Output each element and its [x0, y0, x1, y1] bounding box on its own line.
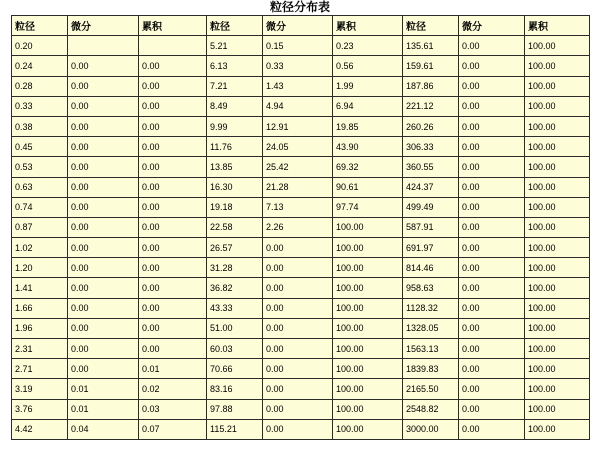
table-cell: 0.00	[263, 298, 333, 318]
table-row	[12, 318, 590, 338]
table-cell: 0.00	[263, 238, 333, 258]
table-cell: 3.19	[12, 379, 68, 399]
table-cell: 0.00	[139, 339, 207, 359]
table-cell: 100.00	[525, 177, 590, 197]
table-cell: 7.13	[263, 197, 333, 217]
table-cell: 0.20	[12, 36, 68, 56]
table-cell: 31.28	[207, 258, 263, 278]
table-cell: 0.56	[333, 56, 403, 76]
table-cell: 587.91	[403, 217, 459, 237]
table-cell: 11.76	[207, 137, 263, 157]
table-cell: 2548.82	[403, 399, 459, 419]
header-row	[12, 16, 590, 36]
table-cell: 135.61	[403, 36, 459, 56]
header-cell: 粒径	[403, 16, 459, 36]
table-cell: 19.85	[333, 116, 403, 136]
table-cell: 1328.05	[403, 318, 459, 338]
table-cell: 0.00	[139, 157, 207, 177]
table-cell: 0.00	[139, 197, 207, 217]
table-cell: 0.00	[139, 96, 207, 116]
table-cell: 43.90	[333, 137, 403, 157]
table-cell: 100.00	[525, 116, 590, 136]
table-cell: 958.63	[403, 278, 459, 298]
table-cell: 1.96	[12, 318, 68, 338]
table-cell: 100.00	[333, 278, 403, 298]
header-cell: 微分	[263, 16, 333, 36]
table-cell: 0.74	[12, 197, 68, 217]
table-cell: 22.58	[207, 217, 263, 237]
table-cell: 24.05	[263, 137, 333, 157]
table-cell: 0.00	[139, 137, 207, 157]
table-cell: 0.01	[139, 359, 207, 379]
table-cell: 0.87	[12, 217, 68, 237]
table-cell: 0.00	[68, 339, 139, 359]
header-cell: 累积	[525, 16, 590, 36]
table-row	[12, 339, 590, 359]
table-cell: 0.38	[12, 116, 68, 136]
table-cell: 1.41	[12, 278, 68, 298]
table-cell: 4.42	[12, 419, 68, 439]
table-cell: 0.00	[459, 137, 525, 157]
table-cell: 221.12	[403, 96, 459, 116]
table-cell: 0.00	[459, 379, 525, 399]
table-cell: 0.00	[68, 318, 139, 338]
table-cell: 0.00	[459, 238, 525, 258]
table-cell: 100.00	[333, 258, 403, 278]
table-cell: 97.74	[333, 197, 403, 217]
table-cell: 1563.13	[403, 339, 459, 359]
table-cell: 691.97	[403, 238, 459, 258]
table-cell: 0.00	[459, 399, 525, 419]
table-cell: 0.00	[263, 399, 333, 419]
table-cell: 7.21	[207, 76, 263, 96]
table-cell: 360.55	[403, 157, 459, 177]
table-cell: 90.61	[333, 177, 403, 197]
table-cell: 21.28	[263, 177, 333, 197]
table-cell: 3000.00	[403, 419, 459, 439]
table-cell: 0.00	[68, 238, 139, 258]
table-cell: 0.00	[459, 339, 525, 359]
table-cell: 1.02	[12, 238, 68, 258]
table-cell: 100.00	[333, 318, 403, 338]
table-cell	[68, 36, 139, 56]
table-row	[12, 157, 590, 177]
table-cell: 0.00	[139, 278, 207, 298]
table-cell: 25.42	[263, 157, 333, 177]
table-cell: 2.31	[12, 339, 68, 359]
table-row	[12, 359, 590, 379]
table-cell: 0.00	[68, 278, 139, 298]
table-cell: 260.26	[403, 116, 459, 136]
table-row	[12, 238, 590, 258]
table-cell: 0.00	[263, 419, 333, 439]
header-cell: 微分	[459, 16, 525, 36]
table-cell: 0.00	[139, 298, 207, 318]
table-row	[12, 137, 590, 157]
table-cell: 36.82	[207, 278, 263, 298]
table-cell: 16.30	[207, 177, 263, 197]
table-cell: 0.01	[68, 379, 139, 399]
table-cell: 0.00	[459, 318, 525, 338]
table-cell: 0.00	[139, 318, 207, 338]
table-cell: 100.00	[525, 379, 590, 399]
table-cell: 100.00	[525, 96, 590, 116]
header-cell: 粒径	[207, 16, 263, 36]
table-cell: 0.00	[139, 217, 207, 237]
table-row	[12, 36, 590, 56]
table-row	[12, 298, 590, 318]
table-cell: 1839.83	[403, 359, 459, 379]
table-cell: 0.00	[68, 157, 139, 177]
table-cell: 0.00	[68, 137, 139, 157]
table-cell: 69.32	[333, 157, 403, 177]
table-cell: 814.46	[403, 258, 459, 278]
table-cell: 0.00	[263, 318, 333, 338]
table-cell: 2165.50	[403, 379, 459, 399]
table-cell: 100.00	[333, 217, 403, 237]
table-cell: 6.13	[207, 56, 263, 76]
table-cell: 0.00	[139, 76, 207, 96]
table-cell: 100.00	[525, 238, 590, 258]
table-cell: 0.00	[459, 278, 525, 298]
table-cell: 100.00	[525, 399, 590, 419]
table-cell: 100.00	[525, 36, 590, 56]
table-cell: 51.00	[207, 318, 263, 338]
table-cell: 0.00	[459, 197, 525, 217]
table-row	[12, 258, 590, 278]
table-cell: 499.49	[403, 197, 459, 217]
table-cell: 424.37	[403, 177, 459, 197]
table-cell: 0.45	[12, 137, 68, 157]
header-cell: 累积	[333, 16, 403, 36]
table-row	[12, 56, 590, 76]
table-cell: 0.33	[12, 96, 68, 116]
table-cell: 100.00	[525, 339, 590, 359]
table-cell: 0.00	[263, 339, 333, 359]
table-cell: 159.61	[403, 56, 459, 76]
table-cell: 0.00	[263, 258, 333, 278]
table-cell: 0.00	[263, 379, 333, 399]
table-cell: 0.07	[139, 419, 207, 439]
table-cell: 2.26	[263, 217, 333, 237]
table-cell: 0.00	[139, 56, 207, 76]
table-cell: 0.00	[459, 177, 525, 197]
table-cell: 0.00	[459, 36, 525, 56]
table-cell: 0.15	[263, 36, 333, 56]
table-cell: 0.24	[12, 56, 68, 76]
table-cell: 4.94	[263, 96, 333, 116]
table-cell: 9.99	[207, 116, 263, 136]
table-cell: 0.00	[459, 56, 525, 76]
table-cell: 1.99	[333, 76, 403, 96]
table-cell: 0.00	[459, 359, 525, 379]
table-cell: 100.00	[525, 298, 590, 318]
table-row	[12, 379, 590, 399]
table-cell: 0.00	[139, 258, 207, 278]
table-cell: 12.91	[263, 116, 333, 136]
table-row	[12, 217, 590, 237]
table-cell: 100.00	[525, 76, 590, 96]
table-cell: 0.00	[459, 116, 525, 136]
table-cell: 100.00	[333, 419, 403, 439]
table-cell: 1.20	[12, 258, 68, 278]
table-cell: 100.00	[333, 359, 403, 379]
table-cell: 13.85	[207, 157, 263, 177]
table-cell: 0.00	[263, 359, 333, 379]
table-cell: 0.33	[263, 56, 333, 76]
table-cell: 0.63	[12, 177, 68, 197]
table-cell: 0.00	[459, 96, 525, 116]
table-cell: 100.00	[333, 379, 403, 399]
table-cell: 100.00	[525, 258, 590, 278]
table-cell: 0.23	[333, 36, 403, 56]
table-row	[12, 399, 590, 419]
table-cell: 0.02	[139, 379, 207, 399]
header-cell: 粒径	[12, 16, 68, 36]
table-cell: 0.04	[68, 419, 139, 439]
table-cell: 2.71	[12, 359, 68, 379]
table-cell: 0.00	[68, 177, 139, 197]
table-cell: 0.00	[68, 116, 139, 136]
table-cell: 0.03	[139, 399, 207, 419]
table-cell: 100.00	[525, 318, 590, 338]
table-cell: 0.00	[139, 116, 207, 136]
table-title: 粒径分布表	[269, 0, 330, 14]
table-cell: 0.00	[68, 76, 139, 96]
table-cell: 0.00	[459, 298, 525, 318]
table-cell: 100.00	[333, 339, 403, 359]
table-cell: 100.00	[333, 399, 403, 419]
table-cell: 100.00	[333, 298, 403, 318]
table-cell	[139, 36, 207, 56]
table-cell: 97.88	[207, 399, 263, 419]
table-cell: 100.00	[525, 278, 590, 298]
table-cell: 0.00	[459, 419, 525, 439]
table-row	[12, 177, 590, 197]
header-cell: 微分	[68, 16, 139, 36]
table-cell: 0.00	[68, 56, 139, 76]
table-cell: 115.21	[207, 419, 263, 439]
table-cell: 0.00	[68, 217, 139, 237]
table-cell: 0.00	[459, 157, 525, 177]
table-cell: 0.00	[459, 76, 525, 96]
table-body	[12, 36, 590, 440]
table-cell: 43.33	[207, 298, 263, 318]
table-cell: 0.00	[68, 197, 139, 217]
table-cell: 6.94	[333, 96, 403, 116]
table-cell: 100.00	[525, 157, 590, 177]
table-cell: 0.00	[68, 359, 139, 379]
table-cell: 0.00	[139, 238, 207, 258]
header-cell: 累积	[139, 16, 207, 36]
table-cell: 100.00	[525, 137, 590, 157]
table-cell: 0.53	[12, 157, 68, 177]
table-row	[12, 197, 590, 217]
table-cell: 5.21	[207, 36, 263, 56]
table-cell: 0.00	[139, 177, 207, 197]
table-cell: 26.57	[207, 238, 263, 258]
table-cell: 0.00	[68, 258, 139, 278]
table-cell: 100.00	[525, 359, 590, 379]
table-cell: 70.66	[207, 359, 263, 379]
table-cell: 0.00	[263, 278, 333, 298]
table-cell: 83.16	[207, 379, 263, 399]
table-cell: 100.00	[525, 56, 590, 76]
table-cell: 0.00	[68, 298, 139, 318]
table-cell: 100.00	[333, 238, 403, 258]
particle-size-table	[11, 15, 590, 440]
table-cell: 0.00	[459, 258, 525, 278]
table-cell: 1.43	[263, 76, 333, 96]
table-cell: 1.66	[12, 298, 68, 318]
table-row	[12, 76, 590, 96]
table-row	[12, 96, 590, 116]
table-cell: 0.01	[68, 399, 139, 419]
table-cell: 1128.32	[403, 298, 459, 318]
table-cell: 19.18	[207, 197, 263, 217]
table-row	[12, 278, 590, 298]
table-cell: 100.00	[525, 217, 590, 237]
table-cell: 187.86	[403, 76, 459, 96]
table-cell: 100.00	[525, 419, 590, 439]
table-cell: 60.03	[207, 339, 263, 359]
table-cell: 306.33	[403, 137, 459, 157]
table-cell: 8.49	[207, 96, 263, 116]
table-row	[12, 419, 590, 439]
table-cell: 3.76	[12, 399, 68, 419]
table-row	[12, 116, 590, 136]
table-cell: 0.28	[12, 76, 68, 96]
table-cell: 0.00	[459, 217, 525, 237]
table-cell: 0.00	[68, 96, 139, 116]
table-cell: 100.00	[525, 197, 590, 217]
